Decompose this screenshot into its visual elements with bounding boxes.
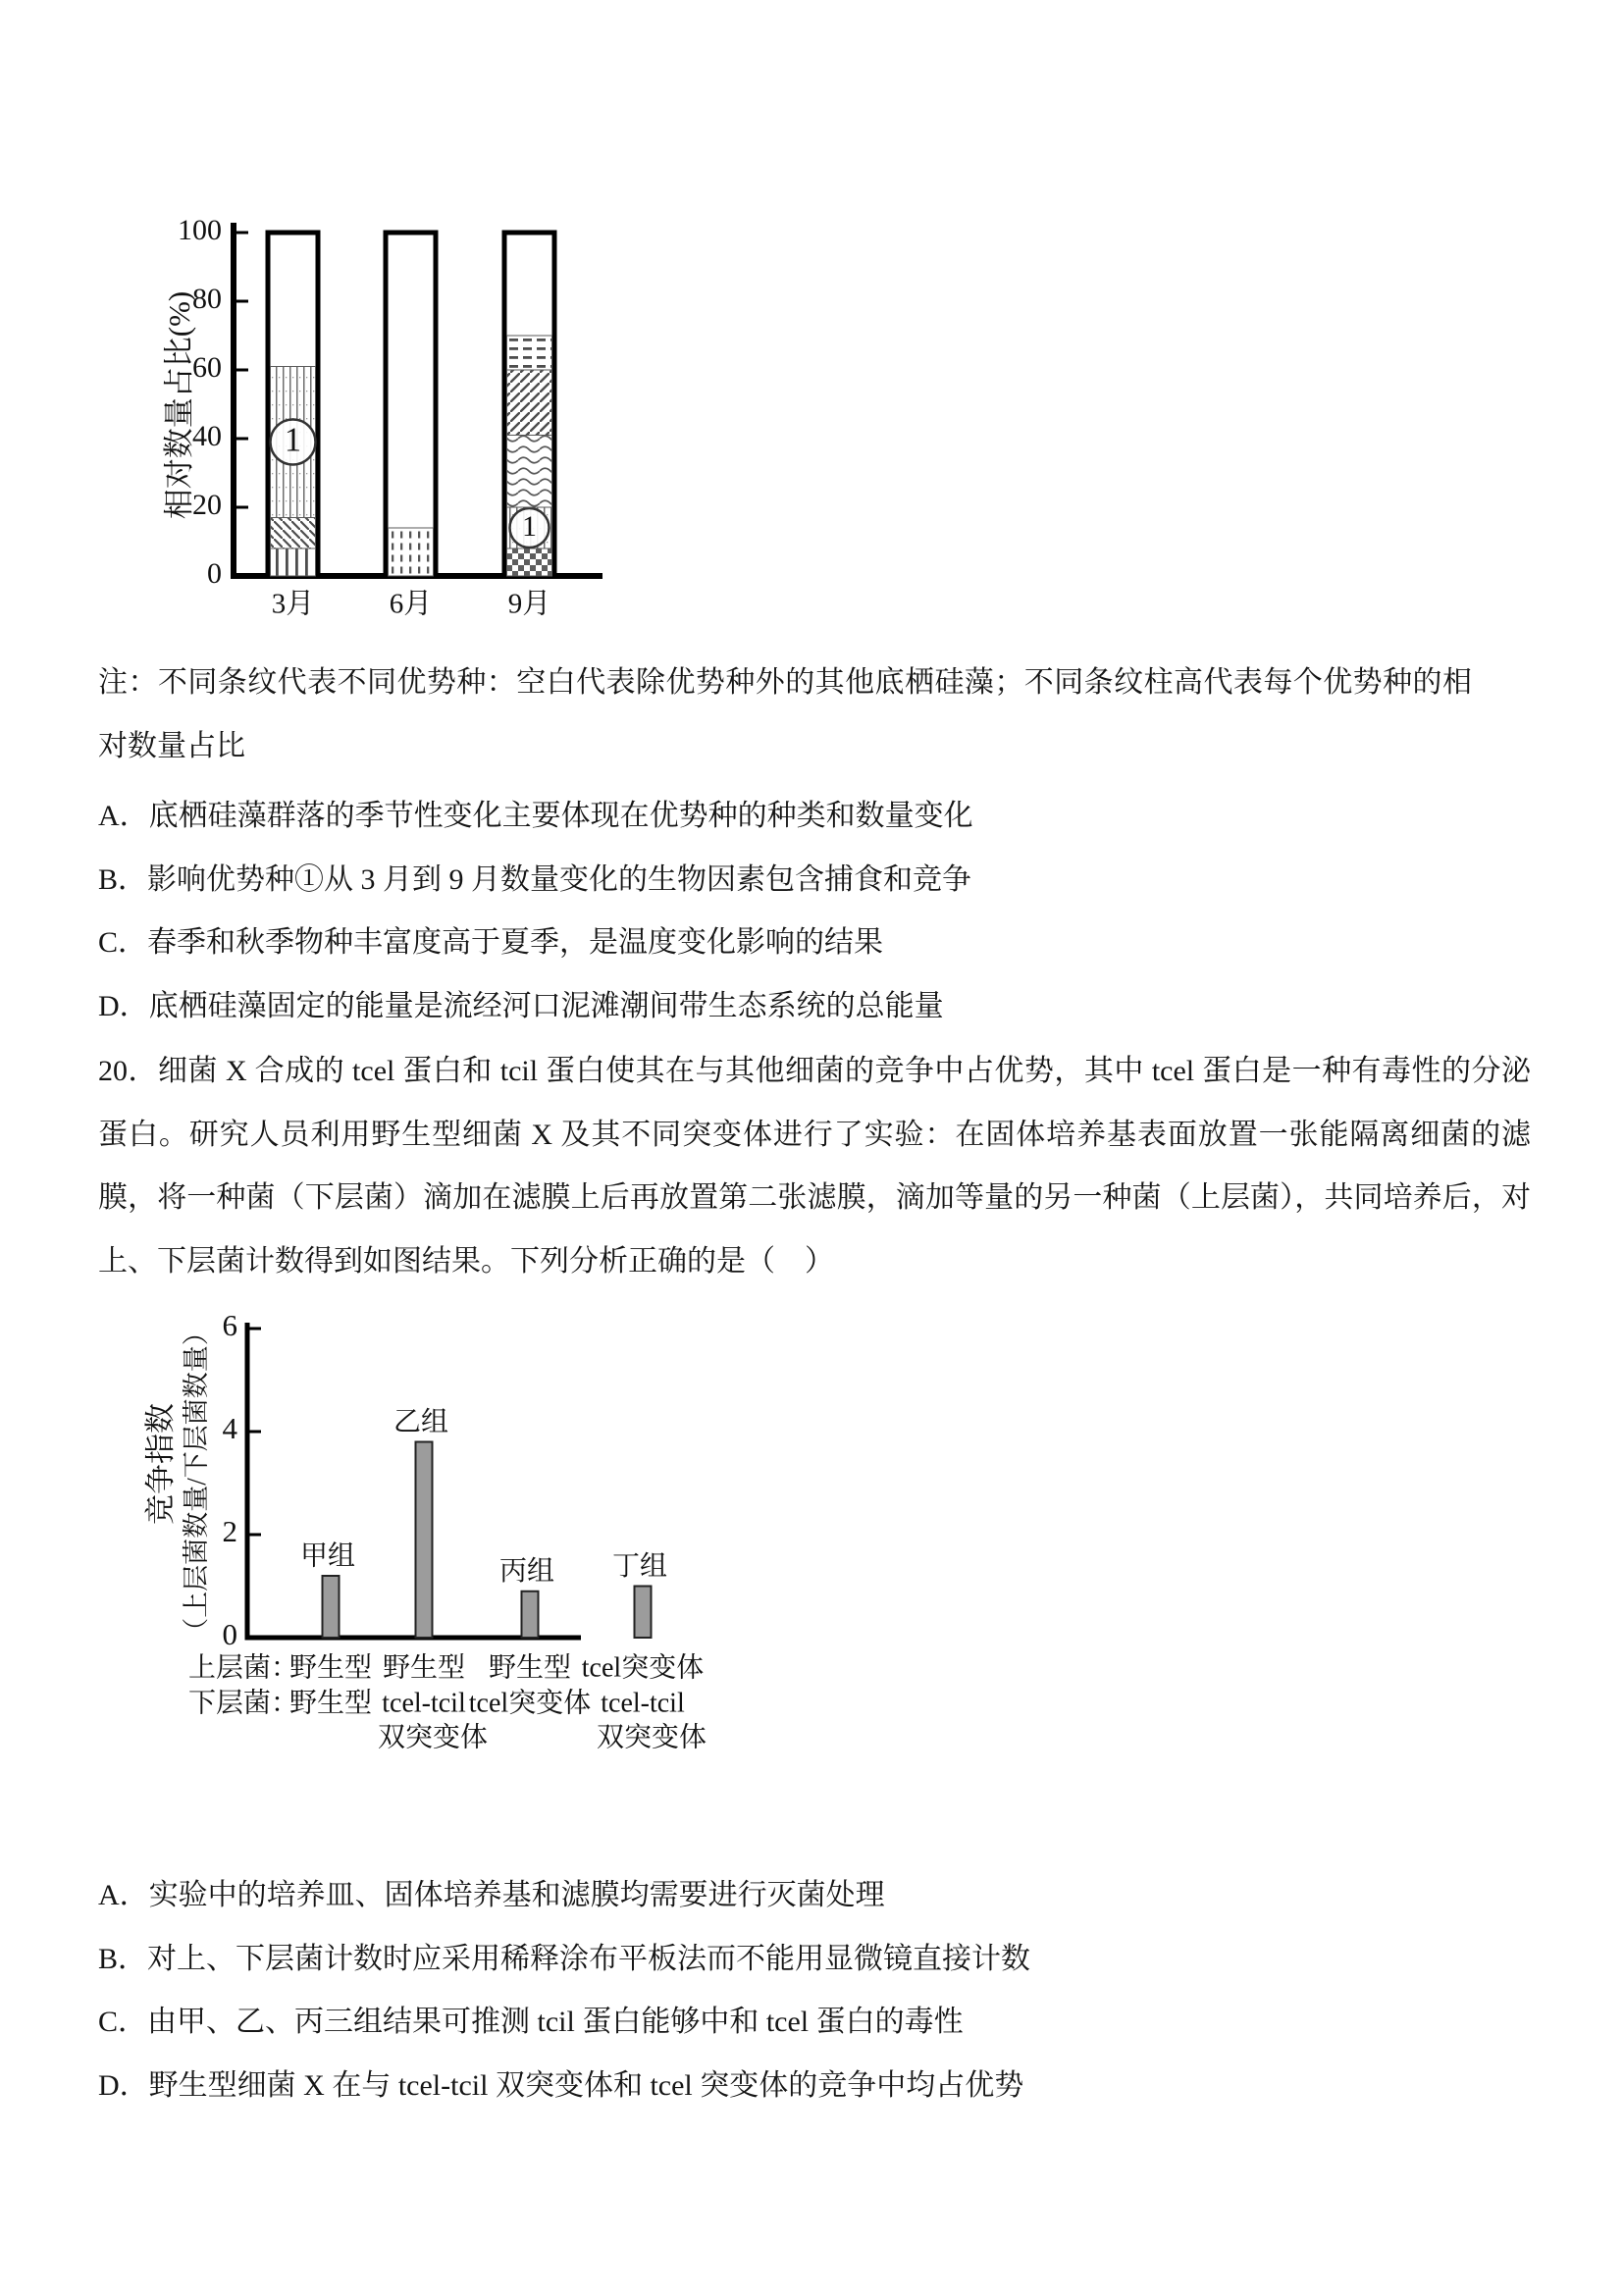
chart1-ytick-label: 60 [192, 350, 222, 384]
chart2-ylabel-sub: （上层菌数量/下层菌数量） [182, 1319, 212, 1644]
upper-row-header: 上层菌： [187, 1652, 298, 1684]
chart1-note: 注：不同条纹代表不同优势种：空白代表除优势种外的其他底栖硅藻；不同条纹柱高代表每个优势种的相对数量占比 [98, 666, 1472, 762]
q20-option-d: D．野生型细菌 X 在与 tcel-tcil 双突变体和 tcel 突变体的竞争中均占优势 [98, 2068, 1024, 2102]
lower-strain-label: tcel-tcil [601, 1688, 685, 1719]
chart1-ytick-label: 40 [192, 419, 222, 452]
competition-index-bar-chart [98, 1305, 981, 1776]
lower-strain-label: tcel-tcil [382, 1688, 466, 1719]
upper-strain-label: 野生型 [488, 1652, 572, 1684]
bar-segment-dash-grid [389, 528, 434, 576]
species-1-marker-digit: 1 [522, 509, 537, 543]
chart1-month-label: 6月 [389, 588, 433, 620]
chart2-ytick-label: 6 [222, 1308, 237, 1343]
bar-outline [386, 233, 436, 576]
chart2-group-甲组 [289, 1539, 372, 1718]
q19-option-b: B．影响优势种①从 3 月到 9 月数量变化的生物因素包含捕食和竞争 [98, 862, 972, 896]
chart2-ytick-label: 0 [222, 1617, 237, 1652]
lower-row-header: 下层菌： [187, 1688, 298, 1719]
chart1-ytick-label: 80 [192, 282, 222, 315]
competition-bar [635, 1587, 652, 1639]
chart2-ylabel-main: 竞争指数 [143, 1403, 179, 1525]
bar-segment-diagonal-down [271, 518, 316, 549]
competition-bar [416, 1442, 433, 1639]
chart1-bar-3月 [268, 233, 318, 576]
chart1-ytick-label: 0 [207, 556, 222, 590]
q20-option-a: A．实验中的培养皿、固体培养基和滤膜均需要进行灭菌处理 [98, 1879, 885, 1911]
upper-strain-label: 野生型 [382, 1652, 466, 1684]
group-label: 丁组 [611, 1550, 668, 1582]
bar-segment-dash-rows [507, 336, 552, 370]
q20-options [98, 1864, 1531, 2117]
chart2-ytick-label: 2 [222, 1514, 237, 1549]
chart1-ylabel: 相对数量占比(%) [162, 290, 197, 520]
bar-segment-diagonal-up [507, 370, 552, 436]
group-label: 乙组 [393, 1406, 449, 1437]
chart1-month-label: 9月 [507, 588, 551, 620]
lower-strain-label-2: 双突变体 [377, 1722, 489, 1753]
competition-bar [522, 1592, 539, 1638]
upper-strain-label: 野生型 [288, 1652, 373, 1684]
chart2-group-丁组 [582, 1550, 707, 1753]
q20-stem: 20．细菌 X 合成的 tcel 蛋白和 tcil 蛋白使其在与其他细菌的竞争中占优势，其中 tcel 蛋白是一种有毒性的分泌蛋白。研究人员利用野生型细菌 X 及其不同突变体进行了实验：在固体培养基表面放置一张能隔离细菌的滤膜，将一种菌（下层菌）滴加在滤膜上后再放置第二张滤膜，滴加等量的另一种菌（上层菌），共同培养后，对上、下层菌计数得到如图结果。下列分析正确的是（ ） [98, 1055, 1531, 1278]
q20-option-c: C．由甲、乙、丙三组结果可推测 tcil 蛋白能够中和 tcel 蛋白的毒性 [98, 2006, 964, 2038]
chart1-month-label: 3月 [271, 588, 315, 620]
q19-options [98, 785, 1531, 1038]
relative-abundance-stacked-bar-chart [98, 137, 981, 687]
q19-option-c: C．春季和秋季物种丰富度高于夏季，是温度变化影响的结果 [98, 926, 884, 959]
group-label: 丙组 [498, 1556, 555, 1588]
chart1-bar-9月 [504, 233, 554, 576]
group-label: 甲组 [299, 1540, 356, 1572]
lower-strain-label-2: 双突变体 [596, 1722, 707, 1753]
chart1-ytick-label: 20 [192, 488, 222, 521]
chart2-ytick-label: 4 [222, 1411, 237, 1446]
chart1-ytick-label: 100 [178, 213, 222, 246]
lower-strain-label: tcel突变体 [468, 1688, 592, 1719]
upper-strain-label: tcel突变体 [581, 1652, 705, 1684]
q20-option-b: B．对上、下层菌计数时应采用稀释涂布平板法而不能用显微镜直接计数 [98, 1942, 1031, 1975]
q19-option-a: A．底栖硅藻群落的季节性变化主要体现在优势种的种类和数量变化 [98, 800, 973, 832]
chart1-bar-6月 [386, 233, 436, 576]
bar-segment-vstripe-wide [271, 548, 316, 576]
q20-stem-block [98, 1040, 1531, 1293]
chart1-note-block [98, 652, 1472, 778]
bar-segment-checker [507, 548, 552, 576]
lower-strain-label: 野生型 [288, 1688, 373, 1719]
q19-option-d: D．底栖硅藻固定的能量是流经河口泥滩潮间带生态系统的总能量 [98, 989, 944, 1022]
bar-segment-wave [507, 436, 552, 508]
competition-bar [323, 1576, 340, 1638]
species-1-marker-digit: 1 [284, 421, 302, 459]
